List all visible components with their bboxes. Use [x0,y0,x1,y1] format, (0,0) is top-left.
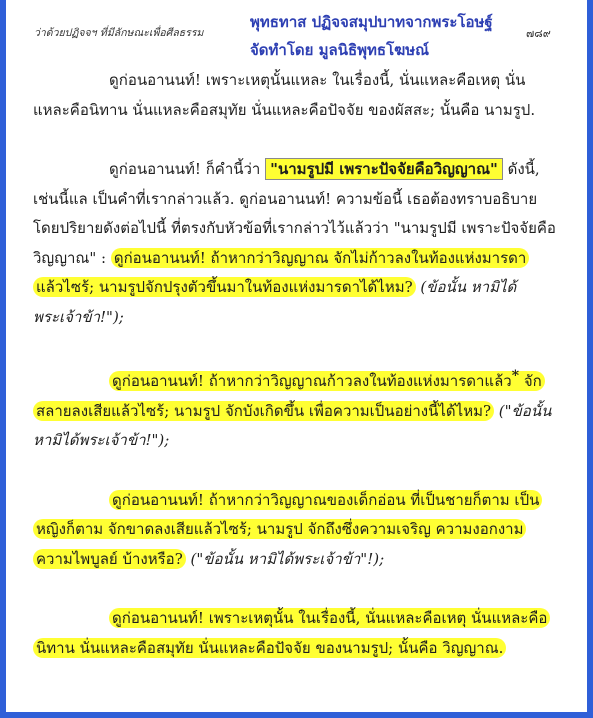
header-title-block [250,8,530,64]
reply-1: (ข้อนั้น หามิได้พระเจ้าข้า!"); [33,278,517,326]
page-number: ๗๘๙ [526,27,551,40]
right-border [587,0,593,718]
reply-2: ("ข้อนั้น หามิได้พระเจ้าข้า!"); [33,401,552,449]
paragraph-4 [33,486,558,575]
highlight-question-3: ดูก่อนอานนท์! ถ้าหากว่าวิญญาณของเด็กอ่อน ที่เป็นชายก็ตาม เป็นหญิงก็ตาม จักขาดลงเสียแล้วไซร้; นามรูป จักถึงซึ่งความเจริญ ความงอกงาม ความไพบูลย์ บ้างหรือ? [33,490,542,569]
highlight-question-1: ดูก่อนอานนท์! ถ้าหากว่าวิญญาณ จักไม่ก้าวลงในท้องแห่งมารดา แล้วไซร้; นามรูปจักปรุงตัวขึ้นมาในท้องแห่งมารดาได้ไหม? [33,248,529,298]
running-header-book-title: ว่าด้วยปฏิจจฯ ที่มีลักษณะเพื่อศีลธรรม [34,27,204,39]
paragraph-3 [33,362,558,456]
paragraph-1-text: ดูก่อนอานนท์! เพราะเหตุนั้นแหละ ในเรื่องนี้, นั่นแหละคือเหตุ นั่นแหละคือนิทาน นั่นแหละคือสมุทัย นั่นแหละคือปัจจัย ของผัสสะ; นั้นคือ นามรูป. [33,71,536,119]
paragraph-2-rest: ดังนี้, เช่นนี้แล เป็นคำที่เรากล่าวแล้ว. ดูก่อนอานนท์! ความข้อนี้ เธอต้องทราบอธิบายโดยปริยายดังต่อไปนี้ ที่ตรงกับหัวข้อที่เรากล่าวไว้แล้วว่า "นามรูปมี เพราะปัจจัยคือวิญญาณ" : [33,160,556,267]
paragraph-1 [33,66,558,125]
highlight-question-2 [33,368,545,421]
boxed-quote: "นามรูปมี เพราะปัจจัยคือวิญญาณ" [265,158,503,180]
bottom-border [0,712,593,718]
highlight-question-2-b: จักสลายลงเสียแล้วไซร้; นามรูป จักบังเกิดขึ้น เพื่อความเป็นอย่างนี้ได้ไหม? [36,372,542,420]
body-text [33,66,558,663]
reply-3: ("ข้อนั้น หามิได้พระเจ้าข้า"!); [185,549,385,568]
paragraph-2 [33,155,558,332]
highlight-question-2-a: ดูก่อนอานนท์! ถ้าหากว่าวิญญาณก้าวลงในท้องแห่งมารดาแล้ว [112,372,512,390]
highlight-conclusion: ดูก่อนอานนท์! เพราะเหตุนั้น ในเรื่องนี้, นั่นแหละคือเหตุ นั่นแหละคือนิทาน นั่นแหละคือสมุทัย นั่นแหละคือปัจจัย ของนามรูป; นั้นคือ วิญญาณ. [33,608,550,658]
paragraph-5 [33,604,558,663]
footnote-star: * [511,368,520,384]
author-line: พุทธทาส ปฏิจจสมุปบาทจากพระโอษฐ์ [250,13,493,31]
paragraph-2-intro: ดูก่อนอานนท์! ก็คำนี้ว่า [109,160,261,178]
left-border [0,0,6,718]
publisher-line: จัดทำโดย มูลนิธิพุทธโฆษณ์ [250,41,430,59]
